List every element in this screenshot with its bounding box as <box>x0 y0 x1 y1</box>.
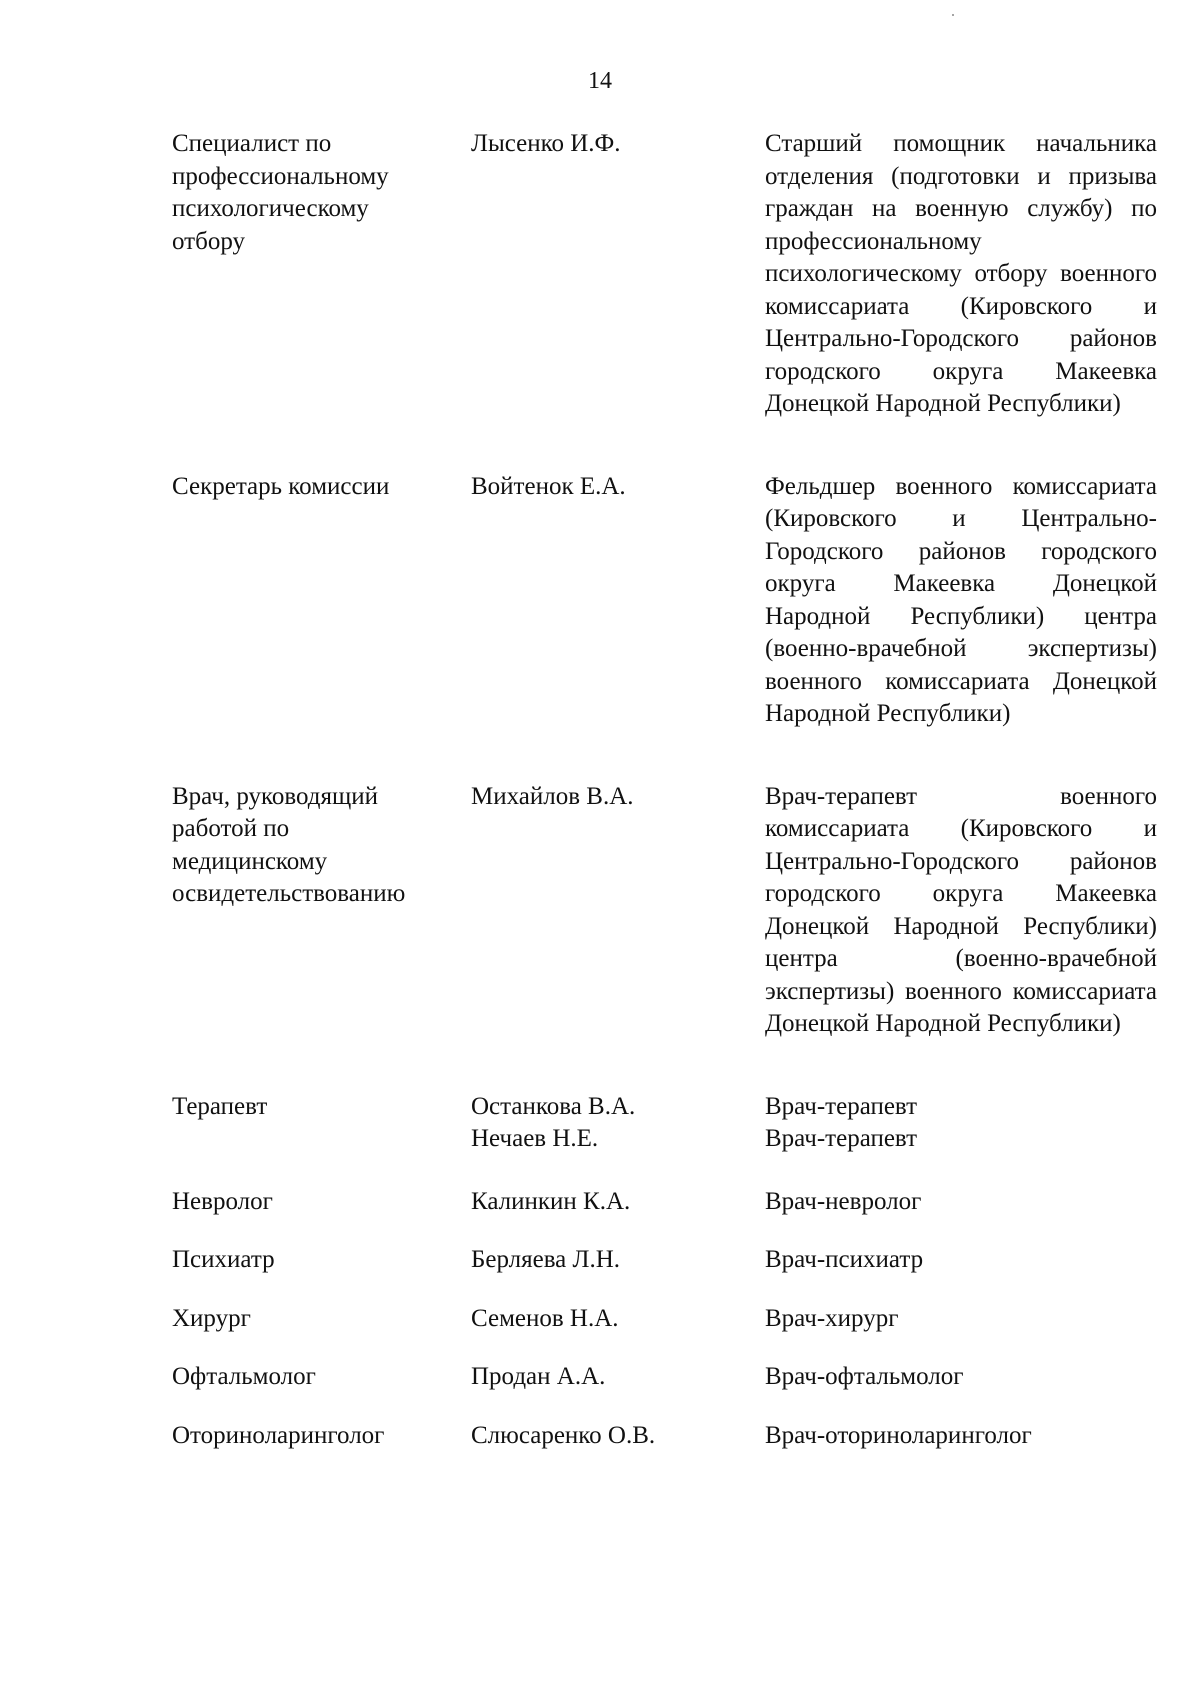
name-cell: Калинкин К.А. <box>471 1187 631 1215</box>
role-cell: Офтальмолог <box>172 1363 316 1390</box>
commission-roster <box>172 128 1162 1452</box>
name-cell: Продан А.А. <box>471 1363 606 1390</box>
roster-row <box>172 471 1162 731</box>
name-cell: Берляева Л.Н. <box>471 1246 621 1273</box>
role-cell: Психиатр <box>172 1246 275 1273</box>
position-cell: Врач-терапевт <box>765 1092 918 1120</box>
role-cell: Врач, руководящий работой по медицинскому освидетельствованию <box>172 782 406 907</box>
position-cell: Фельдшер военного комиссариата (Кировского и Центрально-Городского районов городского округа Макеевка Донецкой Народной Республики) центра (военно-врачебной экспертизы) военного комиссариата Донецкой Народной Республики) <box>765 472 1157 727</box>
roster-row <box>172 1303 1162 1336</box>
role-cell: Хирург <box>172 1304 251 1332</box>
position-cell: Врач-офтальмолог <box>765 1363 964 1390</box>
name-cell: Слюсаренко О.В. <box>471 1421 656 1449</box>
name-cell: Останкова В.А. <box>471 1092 636 1120</box>
role-cell: Оториноларинголог <box>172 1421 385 1449</box>
roster-row <box>172 1420 1162 1453</box>
name-cell: Семенов Н.А. <box>471 1304 619 1332</box>
name-cell-group <box>471 1091 765 1156</box>
roster-row <box>172 1186 1162 1219</box>
name-cell: Нечаев Н.Е. <box>471 1125 599 1152</box>
name-cell: Михайлов В.А. <box>471 782 634 810</box>
name-cell: Лысенко И.Ф. <box>471 130 621 157</box>
position-cell: Старший помощник начальника отделения (подготовки и призыва граждан на военную службу) по профессиональному психологическому отбору военного комиссариата (Кировского и Центрально-Городского районов городского округа Макеевка Донецкой Народной Республики) <box>765 130 1157 417</box>
roster-row <box>172 781 1162 1041</box>
roster-row <box>172 128 1162 421</box>
role-cell: Секретарь комиссии <box>172 472 390 500</box>
name-cell: Войтенок Е.А. <box>471 472 626 500</box>
role-cell: Терапевт <box>172 1092 268 1120</box>
scan-speck <box>952 14 954 16</box>
page-number: 14 <box>588 68 612 94</box>
roster-row <box>172 1244 1162 1277</box>
position-cell: Врач-оториноларинголог <box>765 1421 1032 1449</box>
position-cell: Врач-психиатр <box>765 1246 924 1273</box>
role-cell: Специалист по профессиональному психологическому отбору <box>172 130 389 255</box>
roster-row <box>172 1361 1162 1394</box>
role-cell: Невролог <box>172 1187 273 1215</box>
position-cell: Врач-терапевт военного комиссариата (Кировского и Центрально-Городского районов городского округа Макеевка Донецкой Народной Республики) центра (военно-врачебной экспертизы) военного комиссариата Донецкой Народной Республики) <box>765 782 1157 1037</box>
position-cell: Врач-хирург <box>765 1304 899 1332</box>
roster-row <box>172 1091 1162 1156</box>
position-cell: Врач-терапевт <box>765 1125 918 1152</box>
position-cell: Врач-невролог <box>765 1187 922 1215</box>
position-cell-group <box>765 1091 1157 1156</box>
